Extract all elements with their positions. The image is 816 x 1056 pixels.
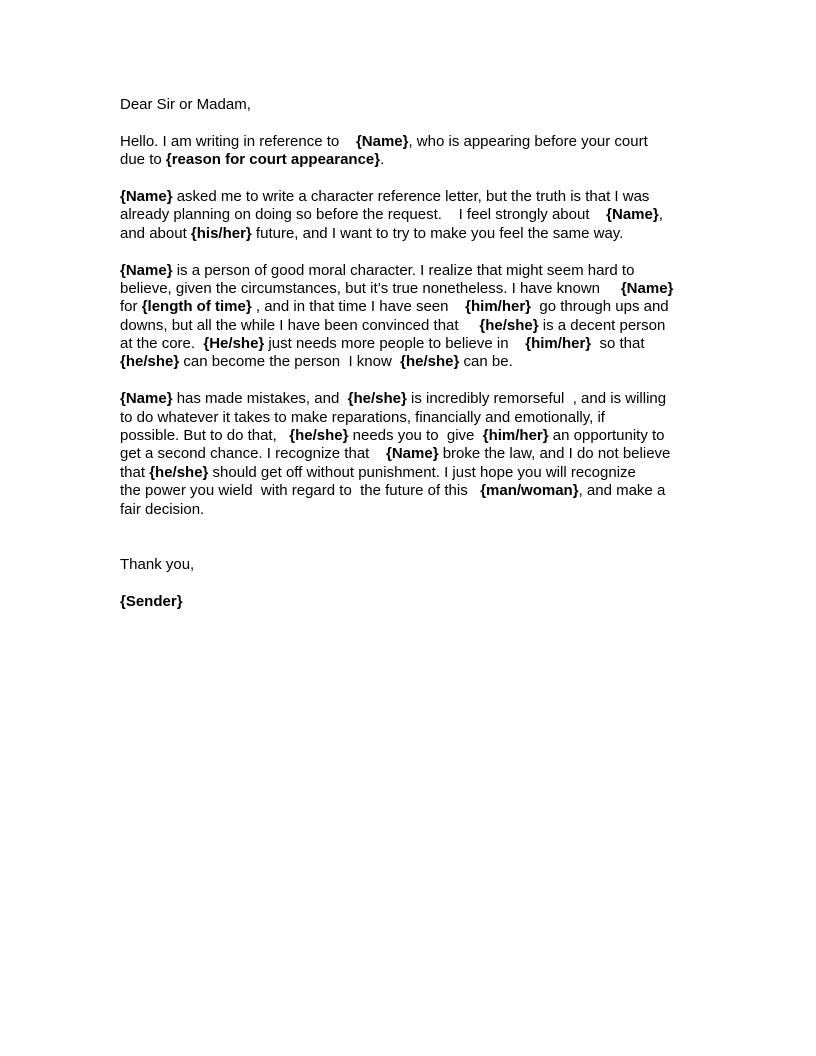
- text-line: [120, 188, 720, 206]
- text-line: [120, 262, 720, 280]
- text-run: broke the law, and I do not believe: [438, 445, 671, 463]
- text-line: [120, 317, 720, 335]
- placeholder-field: {Name}: [120, 390, 173, 408]
- text-run: that: [120, 463, 150, 481]
- text-run: needs you to give: [348, 427, 483, 445]
- text-run: can become the person I know: [179, 353, 401, 371]
- text-run: is incredibly remorseful , and is willing: [406, 390, 667, 408]
- placeholder-field: {he/she}: [289, 427, 349, 445]
- paragraph-spacer: [120, 372, 720, 390]
- placeholder-field: {he/she}: [120, 353, 180, 371]
- text-run: should get off without punishment. I just hope you will recognize: [208, 463, 636, 481]
- placeholder-field: {him/her}: [465, 298, 532, 316]
- placeholder-field: {Name}: [120, 187, 173, 205]
- placeholder-field: {his/her}: [190, 224, 252, 242]
- text-run: possible. But to do that,: [120, 427, 290, 445]
- text-run: .: [380, 151, 385, 169]
- text-line: [120, 482, 720, 500]
- placeholder-field: {Name}: [355, 132, 409, 150]
- text-run: Hello. I am writing in reference to: [120, 132, 356, 150]
- text-line: [120, 390, 720, 408]
- text-line: [120, 445, 720, 463]
- text-run: is a decent person: [538, 316, 666, 334]
- placeholder-field: {length of time}: [141, 298, 252, 316]
- text-run: asked me to write a character reference letter, but the truth is that I was: [172, 187, 650, 205]
- text-run: to do whatever it takes to make reparations, financially and emotionally, if: [120, 408, 605, 426]
- text-run: due to: [120, 151, 166, 169]
- text-run: for: [120, 298, 142, 316]
- signature-placeholder: {Sender}: [120, 592, 183, 610]
- text-run: get a second chance. I recognize that: [120, 445, 387, 463]
- text-run: , and in that time I have seen: [251, 298, 466, 316]
- letter-paragraph: [120, 188, 720, 243]
- placeholder-field: {man/woman}: [480, 482, 579, 500]
- text-run: so that: [591, 335, 645, 353]
- closing: Thank you,: [120, 555, 195, 573]
- text-line: [120, 501, 720, 519]
- letter-body: [120, 96, 720, 611]
- text-line: [120, 298, 720, 316]
- letter-paragraph: [120, 262, 720, 372]
- placeholder-field: {He/she}: [203, 335, 265, 353]
- paragraph-spacer: [120, 114, 720, 132]
- paragraph-spacer: [120, 519, 720, 556]
- salutation: Dear Sir or Madam,: [120, 96, 251, 113]
- placeholder-field: {he/she}: [149, 463, 209, 481]
- placeholder-field: {Name}: [606, 206, 659, 224]
- placeholder-field: {him/her}: [482, 427, 549, 445]
- text-run: can be.: [459, 353, 513, 371]
- text-line: [120, 409, 720, 427]
- paragraph-spacer: [120, 243, 720, 261]
- text-line: [120, 353, 720, 371]
- text-run: believe, given the circumstances, but it’s true nonetheless. I have known: [120, 279, 621, 297]
- paragraph-spacer: [120, 574, 720, 592]
- placeholder-field: {he/she}: [347, 390, 407, 408]
- text-line: [120, 151, 720, 169]
- text-run: just needs more people to believe in: [264, 335, 526, 353]
- text-run: , who is appearing before your court: [408, 132, 648, 150]
- placeholder-field: {him/her}: [525, 335, 592, 353]
- text-run: an opportunity to: [548, 427, 665, 445]
- letter-paragraph: [120, 133, 720, 170]
- text-run: is a person of good moral character. I realize that might seem hard to: [172, 261, 635, 279]
- text-run: has made mistakes, and: [172, 390, 348, 408]
- text-line: [120, 464, 720, 482]
- text-line: [120, 133, 720, 151]
- text-run: the power you wield with regard to the future of this: [120, 482, 481, 500]
- text-run: downs, but all the while I have been convinced that: [120, 316, 480, 334]
- text-run: future, and I want to try to make you feel the same way.: [251, 224, 624, 242]
- text-run: fair decision.: [120, 500, 205, 518]
- text-run: go through ups and: [531, 298, 669, 316]
- placeholder-field: {reason for court appearance}: [165, 151, 381, 169]
- placeholder-field: {Name}: [386, 445, 439, 463]
- text-run: at the core.: [120, 335, 204, 353]
- text-line: [120, 206, 720, 224]
- text-line: [120, 225, 720, 243]
- text-line: [120, 335, 720, 353]
- paragraph-spacer: [120, 170, 720, 188]
- placeholder-field: {Name}: [620, 279, 674, 297]
- text-line: [120, 427, 720, 445]
- letter-paragraphs: [120, 133, 720, 519]
- placeholder-field: {he/she}: [479, 316, 539, 334]
- letter-paragraph: [120, 390, 720, 519]
- text-line: [120, 280, 720, 298]
- text-run: and about: [120, 224, 191, 242]
- text-run: already planning on doing so before the request. I feel strongly about: [120, 206, 607, 224]
- text-run: , and make a: [578, 482, 666, 500]
- placeholder-field: {he/she}: [400, 353, 460, 371]
- text-run: ,: [658, 206, 663, 224]
- placeholder-field: {Name}: [120, 261, 173, 279]
